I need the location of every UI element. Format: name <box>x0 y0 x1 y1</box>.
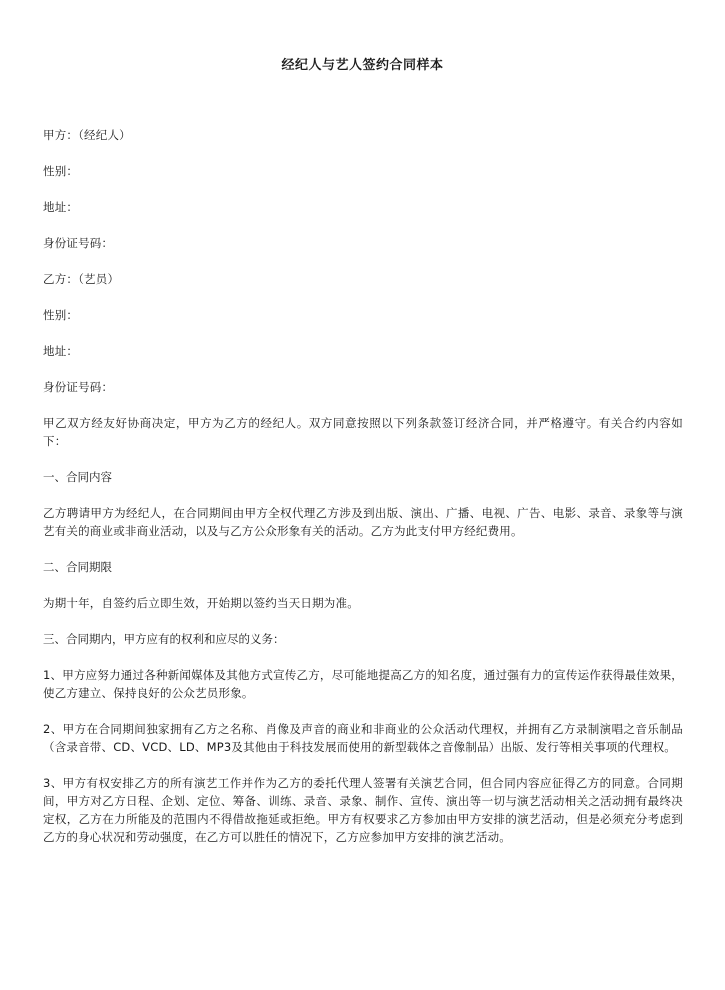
section-1-paragraph: 乙方聘请甲方为经纪人，在合同期间由甲方全权代理乙方涉及到出版、演出、广播、电视、广告、电影、录音、录象等与演艺有关的商业或非商业活动，以及与乙方公众形象有关的活动。乙方为此支付甲方经纪费用。 <box>43 506 683 538</box>
party-a-gender: 性别： <box>43 164 79 178</box>
section-3-item-1: 1、甲方应努力通过各种新闻媒体及其他方式宣传乙方，尽可能地提高乙方的知名度，通过强有力的宣传运作获得最佳效果，使乙方建立、保持良好的公众艺员形象。 <box>43 668 683 700</box>
party-a-id-number: 身份证号码： <box>43 236 114 250</box>
document-body <box>43 126 683 864</box>
section-3-item-3: 3、甲方有权安排乙方的所有演艺工作并作为乙方的委托代理人签署有关演艺合同，但合同内容应征得乙方的同意。合同期间，甲方对乙方日程、企划、定位、筹备、训练、录音、录象、制作、宣传、演出等一切与演艺活动相关之活动拥有最终决定权，乙方在力所能及的范围内不得借故拖延或拒绝。甲方有权要求乙方参加由甲方安排的演艺活动，但是必须充分考虑到乙方的身心状况和劳动强度，在乙方可以胜任的情况下，乙方应参加甲方安排的演艺活动。 <box>43 776 683 844</box>
section-2-heading: 二、合同期限 <box>43 560 112 574</box>
party-a-address: 地址： <box>43 200 79 214</box>
section-3-item-2: 2、甲方在合同期间独家拥有乙方之名称、肖像及声音的商业和非商业的公众活动代理权，并拥有乙方录制演唱之音乐制品（含录音带、CD、VCD、LD、MP3及其他由于科技发展而使用的新型载体之音像制品）出版、发行等相关事项的代理权。 <box>43 722 683 754</box>
party-b-id-number: 身份证号码： <box>43 380 114 394</box>
preamble-paragraph: 甲乙双方经友好协商决定，甲方为乙方的经纪人。双方同意按照以下列条款签订经济合同，并严格遵守。有关合约内容如下： <box>43 416 683 448</box>
document-title: 经纪人与艺人签约合同样本 <box>281 58 444 73</box>
section-3-heading: 三、合同期内，甲方应有的权利和应尽的义务： <box>43 632 285 646</box>
party-b-address: 地址： <box>43 344 79 358</box>
section-2-paragraph: 为期十年，自签约后立即生效，开始期以签约当天日期为准。 <box>43 596 359 610</box>
section-1-heading: 一、合同内容 <box>43 470 112 484</box>
party-b-gender: 性别： <box>43 308 79 322</box>
party-b-label: 乙方：（艺员） <box>43 272 120 286</box>
party-a-label: 甲方：（经纪人） <box>43 128 131 142</box>
